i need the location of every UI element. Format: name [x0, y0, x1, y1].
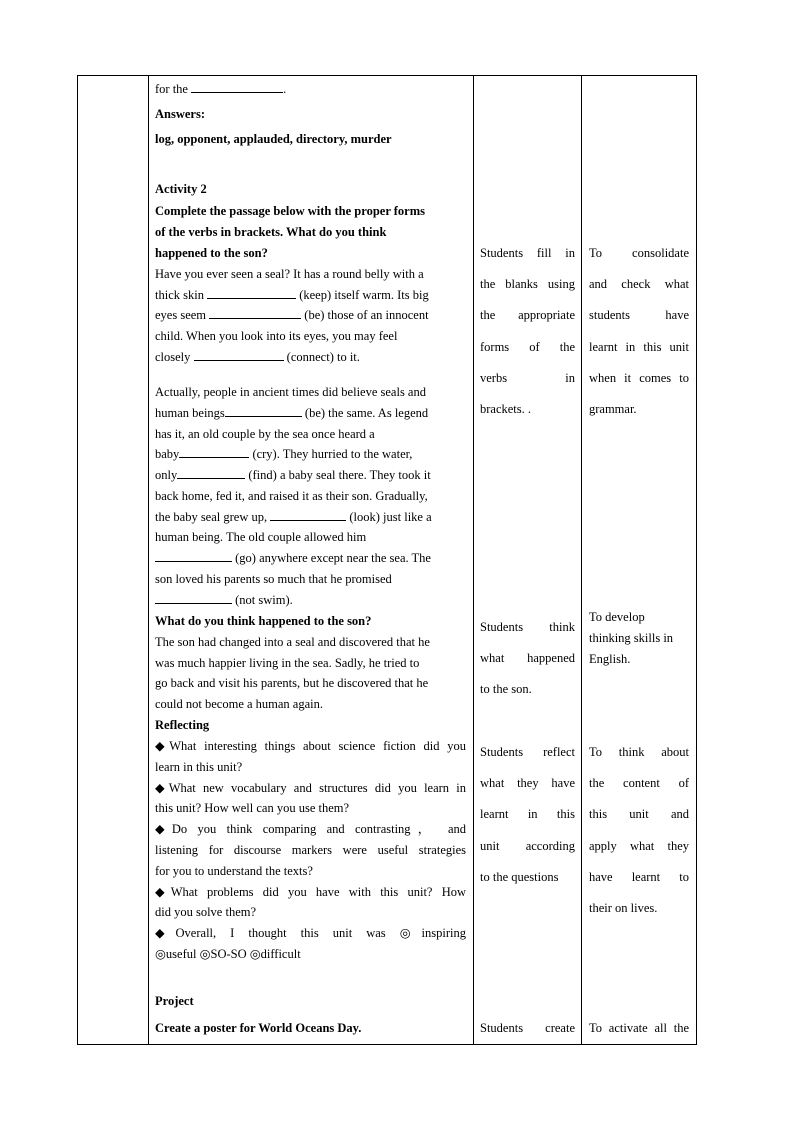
passage-line: (go) anywhere except near the sea. The [155, 548, 431, 569]
passage-line: son loved his parents so much that he promised [155, 572, 392, 586]
passage-line: closely (connect) to it. [155, 347, 360, 368]
table-border-right [696, 75, 697, 1045]
passage-line: baby (cry). They hurried to the water, [155, 444, 412, 465]
passage-line: human being. The old couple allowed him [155, 530, 367, 544]
passage-line: Actually, people in ancient times did believe seals and [155, 385, 426, 399]
question-aim-line: thinking skills in [589, 631, 674, 645]
reflecting-students: Students reflect what they have learnt in this unit according to the questions [480, 745, 575, 884]
project-task: Create a poster for World Oceans Day. [155, 1021, 362, 1035]
question-title: What do you think happened to the son? [155, 614, 372, 628]
passage-line: the baby seal grew up, (look) just like a [155, 507, 432, 528]
passage-line: human beings (be) the same. As legend [155, 403, 428, 424]
table-border-col3 [581, 75, 582, 1045]
activity2-aims: To consolidate and check what students have learnt in this unit when it comes to grammar. [589, 246, 689, 417]
question-aim-line: To develop [589, 610, 645, 624]
question-aim-line: English. [589, 652, 631, 666]
table-border-left [77, 75, 78, 1045]
passage-line: back home, fed it, and raised it as their son. Gradually, [155, 489, 428, 503]
question-students: Students think what happened to the son. [480, 620, 575, 697]
question-answer-line: go back and visit his parents, but he discovered that he [155, 676, 429, 690]
activity2-instruction-2: of the verbs in brackets. What do you think [155, 225, 387, 239]
reflecting-aims: To think about the content of this unit and apply what they have learnt to their on lives. [589, 745, 689, 916]
table-bottom-border [77, 1044, 696, 1045]
question-answer-line: The son had changed into a seal and discovered that he [155, 635, 430, 649]
reflecting-questions: ◆What interesting things about science fiction did you learn in this unit? ◆What new vocabulary and structures did you learn in this unit? How well can you use them? ◆Do you think comparing and contrasting， and listening for discourse markers were useful strategies for you to understand the texts? ◆What problems did you have with this unit? How did you solve them? ◆Overall, I thought this unit was ◎inspiring ◎useful ◎SO-SO ◎difficult [155, 739, 466, 961]
answers-label: Answers: [155, 107, 205, 121]
activity2-instruction-3: happened to the son? [155, 246, 268, 260]
passage-line: eyes seem (be) those of an innocent [155, 305, 429, 326]
table-border-col2 [473, 75, 474, 1045]
table-border-col1 [148, 75, 149, 1045]
activity1-line: for the . [155, 79, 286, 100]
project-students: Students create [480, 1021, 575, 1035]
question-answer-line: was much happier living in the sea. Sadly, he tried to [155, 656, 420, 670]
passage-line: (not swim). [155, 590, 293, 611]
table-top-border [77, 75, 696, 76]
activity2-instruction-1: Complete the passage below with the proper forms [155, 204, 426, 218]
passage-line: only (find) a baby seal there. They took it [155, 465, 431, 486]
activity2-title: Activity 2 [155, 182, 207, 196]
project-title: Project [155, 994, 194, 1008]
answers-text: log, opponent, applauded, directory, murder [155, 132, 392, 146]
passage-line: child. When you look into its eyes, you may feel [155, 329, 398, 343]
project-aims: To activate all the [589, 1021, 689, 1035]
activity2-students: Students fill in the blanks using the appropriate forms of the verbs in brackets. . [480, 246, 575, 417]
reflecting-title: Reflecting [155, 718, 210, 732]
passage-line: thick skin (keep) itself warm. Its big [155, 285, 429, 306]
passage-line: Have you ever seen a seal? It has a round belly with a [155, 267, 424, 281]
question-answer-line: could not become a human again. [155, 697, 323, 711]
passage-line: has it, an old couple by the sea once heard a [155, 427, 375, 441]
